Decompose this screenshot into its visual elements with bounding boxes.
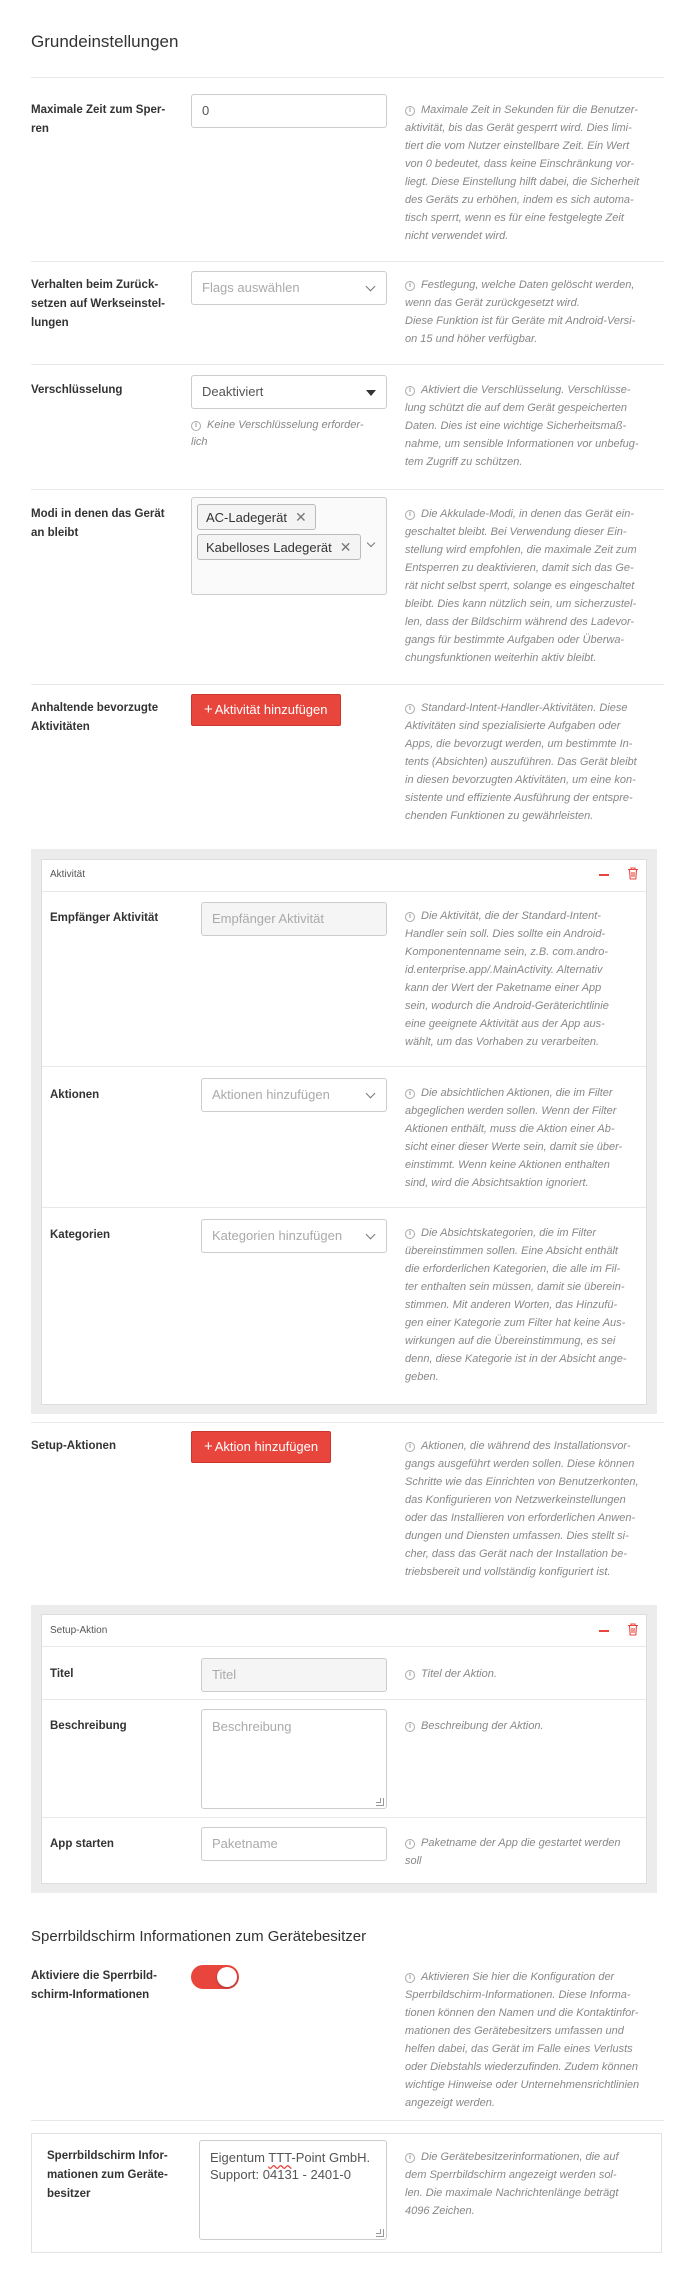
tag-ac-charger[interactable]: AC-Ladegerät ✕ <box>197 504 316 530</box>
lock-info-help: i Aktivieren Sie hier die Konfiguration der Sperrbildschirm-Informationen. Diese Informa- tionen können den Namen und die Kontaktinfor- mationen des Gerätebesitzers umfassen und helfen dabei, das Gerät im Falle eines Verlusts oder Diebstahls wiederzufinden. Zudem können wichtige Hinweise oder Unternehmensrichtlinien angezeigt werden. <box>405 1971 640 2109</box>
categories-label: Kategorien <box>50 1229 111 1241</box>
setup-actions-help: i Aktionen, die während des Installationsvor- gangs ausgeführt werden sollen. Diese können Schritte wie das Einrichten von Benutzerkonten, das Konfigurieren von Netzwerkeinstellungen oder das Installieren von erforderlichen Anwen- dungen und Diensten umfassen. Dies stellt si- cher, dass das Gerät nach der Installation be- triebsbereit und vollständig konfiguriert ist. <box>405 1440 639 1578</box>
info-icon: i <box>405 281 415 291</box>
info-icon: i <box>405 912 415 922</box>
app-start-help: i Paketname der App die gestartet werden soll <box>405 1837 621 1867</box>
trash-icon[interactable] <box>627 1623 639 1636</box>
divider <box>31 684 664 685</box>
categories-select[interactable]: Kategorien hinzufügen <box>201 1219 387 1253</box>
app-start-label: App starten <box>50 1838 114 1850</box>
chevron-down-icon[interactable] <box>367 539 375 547</box>
info-icon: i <box>405 386 415 396</box>
info-icon: i <box>191 421 201 431</box>
owner-info-textarea[interactable]: Eigentum TTT-Point GmbH. Support: 04131 - 2401-0 <box>199 2140 387 2240</box>
setup-title-help: i Titel der Aktion. <box>405 1665 645 1683</box>
factory-reset-label: Verhalten beim Zurück- setzen auf Werkseinstel- lungen <box>31 279 166 329</box>
encryption-select[interactable]: Deaktiviert <box>191 375 387 409</box>
actions-help: i Die absichtlichen Aktionen, die im Filter abgeglichen werden sollen. Wenn der Filter Aktionen enthält, muss die Aktion einer Ab- sicht einer dieser Werte sein, damit sie über- einstimmt. Wenn keine Aktionen enthalten sind, wird die Absichtsaktion ignoriert. <box>405 1087 623 1189</box>
info-icon: i <box>405 2153 415 2163</box>
collapse-icon[interactable] <box>599 1630 609 1632</box>
info-icon: i <box>405 1839 415 1849</box>
section-title-lockscreen: Sperrbildschirm Informationen zum Gerätebesitzer <box>31 1928 367 1945</box>
setup-desc-label: Beschreibung <box>50 1720 127 1732</box>
divider <box>31 489 664 490</box>
package-name-input[interactable]: Paketname <box>201 1827 387 1861</box>
toggle-knob <box>217 1967 237 1987</box>
receiver-help: i Die Aktivität, die der Standard-Intent- Handler sein soll. Dies sollte ein Android- Komponentenname sein, z.B. com.andro- id.enterprise.app/.MainActivity. Alternativ kann der Wert der Paketname einer App sein, wodurch die Android-Geräterichtlinie eine geeignete Aktivität aus der App aus- wählt, um das Vorhaben zu verarbeiten. <box>405 910 609 1048</box>
factory-reset-help: i Festlegung, welche Daten gelöscht werden, wenn das Gerät zurückgesetzt wird. Diese Funktion ist für Geräte mit Android-Versi- on 15 und höher verfügbar. <box>405 279 636 345</box>
collapse-icon[interactable] <box>599 874 609 876</box>
setup-actions-label: Setup-Aktionen <box>31 1440 116 1452</box>
info-icon: i <box>405 1442 415 1452</box>
setup-title-label: Titel <box>50 1668 74 1680</box>
divider <box>42 1207 646 1208</box>
plus-icon: + <box>204 1438 213 1455</box>
owner-info-label: Sperrbildschirm Infor- mationen zum Geräte- besitzer <box>47 2150 168 2200</box>
setup-action-panel-title: Setup-Aktion <box>50 1625 108 1636</box>
info-icon: i <box>405 1670 415 1680</box>
add-action-button[interactable]: + Aktion hinzufügen <box>191 1431 331 1463</box>
divider <box>42 1817 646 1818</box>
info-icon: i <box>405 106 415 116</box>
divider <box>31 1422 664 1423</box>
encryption-hint: i Keine Verschlüsselung erforder- lich <box>191 419 364 448</box>
divider <box>42 1066 646 1067</box>
trash-icon[interactable] <box>627 867 639 880</box>
info-icon: i <box>405 1722 415 1732</box>
max-lock-input[interactable]: 0 <box>191 94 387 128</box>
add-activity-button[interactable]: + Aktivität hinzufügen <box>191 694 341 726</box>
divider <box>42 1646 646 1647</box>
max-lock-help: i Maximale Zeit in Sekunden für die Benutzer- aktivität, bis das Gerät gesperrt wird. Dies limi- tiert die vom Nutzer einstellbare Zeit. Ein Wert von 0 bedeutet, dass keine Einschränkung vor- liegt. Diese Einstellung hilft dabei, die Sicherheit des Geräts zu erhöhen, indem es sich automa- tisch sperrt, wenn es für eine festgelegte Zeit nicht verwendet wird. <box>405 104 640 242</box>
resize-handle[interactable] <box>376 2229 384 2237</box>
receiver-input[interactable]: Empfänger Aktivität <box>201 902 387 936</box>
resize-handle[interactable] <box>376 1798 384 1806</box>
stay-awake-help: i Die Akkulade-Modi, in denen das Gerät ein- geschaltet bleibt. Bei Verwendung dieser Ein- stellung wird empfohlen, die maximale Zeit zum Entsperren zu deaktivieren, damit sich das Ge- rät nicht selbst sperrt, solange es eingeschaltet bleibt. Dies kann nützlich sein, um sicherzustel- len, dass der Bildschirm während des Ladevor- gangs für bestimmte Aufgaben oder Überwa- chungsfunktionen weiterhin aktiv bleibt. <box>405 508 637 664</box>
encryption-label: Verschlüsselung <box>31 384 123 396</box>
divider <box>42 1699 646 1700</box>
receiver-label: Empfänger Aktivität <box>50 912 159 924</box>
encryption-help: i Aktiviert die Verschlüsselung. Verschlüsse- lung schützt die auf dem Gerät gespeicherten Daten. Dies ist eine wichtige Sicherheitsmaß- nahme, um sensible Informationen vor unbefug- tem Zugriff zu schützen. <box>405 384 639 468</box>
activity-panel-title: Aktivität <box>50 869 86 880</box>
info-icon: i <box>405 704 415 714</box>
divider <box>31 364 664 365</box>
info-icon: i <box>405 1973 415 1983</box>
max-lock-label: Maximale Zeit zum Sper- ren <box>31 104 166 135</box>
factory-reset-select[interactable]: Flags auswählen <box>191 271 387 305</box>
owner-info-help: i Die Gerätebesitzerinformationen, die auf dem Sperrbildschirm angezeigt werden sol- len. Die maximale Nachrichtenlänge beträgt 4096 Zeichen. <box>405 2151 619 2217</box>
remove-tag-icon[interactable]: ✕ <box>339 539 352 555</box>
divider <box>42 891 646 892</box>
info-icon: i <box>405 1089 415 1099</box>
divider <box>31 77 664 78</box>
setup-desc-help: i Beschreibung der Aktion. <box>405 1717 645 1735</box>
section-title-basic: Grundeinstellungen <box>31 32 179 51</box>
lock-info-label: Aktiviere die Sperrbild- schirm-Informationen <box>31 1970 157 2001</box>
setup-title-input[interactable]: Titel <box>201 1658 387 1692</box>
actions-select[interactable]: Aktionen hinzufügen <box>201 1078 387 1112</box>
stay-awake-multiselect[interactable] <box>191 497 387 595</box>
remove-tag-icon[interactable]: ✕ <box>294 509 307 525</box>
divider <box>31 261 664 262</box>
preferred-label: Anhaltende bevorzugte Aktivitäten <box>31 702 159 733</box>
lock-info-toggle[interactable] <box>191 1965 239 1989</box>
stay-awake-label: Modi in denen das Gerät an bleibt <box>31 508 165 539</box>
tag-wireless-charger[interactable]: Kabelloses Ladegerät ✕ <box>197 534 361 560</box>
divider <box>31 2120 664 2121</box>
setup-desc-textarea[interactable]: Beschreibung <box>201 1709 387 1809</box>
info-icon: i <box>405 510 415 520</box>
info-icon: i <box>405 1229 415 1239</box>
categories-help: i Die Absichtskategorien, die im Filter übereinstimmen sollen. Eine Absicht enthält die erforderlichen Kategorien, die alle im Fil- ter enthalten sein müssen, damit sie überein- stimmen. Mit anderen Worten, das Hinzufü- gen einer Kategorie zum Filter hat keine Aus- wirkungen auf die Übereinstimmung, es sei denn, diese Kategorie ist in der Absicht ange- geben. <box>405 1227 627 1383</box>
actions-label: Aktionen <box>50 1089 100 1101</box>
preferred-help: i Standard-Intent-Handler-Aktivitäten. Diese Aktivitäten sind spezialisierte Aufgaben oder Apps, die bevorzugt werden, um bestimmte In- tents (Absichten) auszuführen. Das Gerät bleibt in diesen bevorzugten Aktivitäten, um eine kon- sistente und effiziente Ausführung der entspre- chenden Funktionen zu gewährleisten. <box>405 702 637 822</box>
plus-icon: + <box>204 701 213 718</box>
